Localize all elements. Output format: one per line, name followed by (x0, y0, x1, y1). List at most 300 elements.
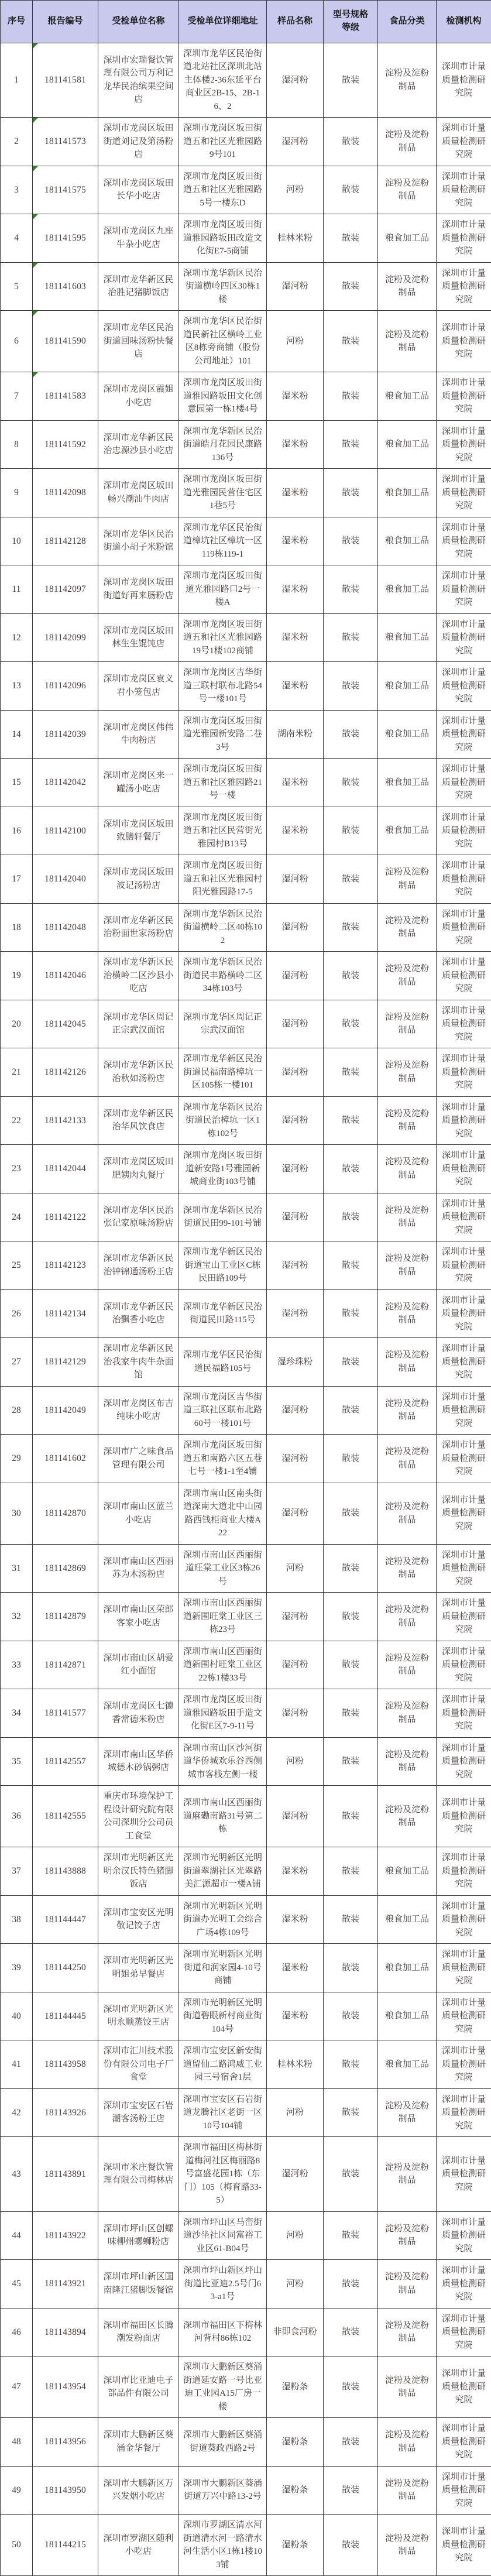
cell-index: 21 (1, 1048, 33, 1097)
cell-spec-grade: 散装 (324, 2418, 378, 2467)
cell-test-agency: 深圳市计量质量检测研究院 (437, 1000, 491, 1048)
cell-index: 20 (1, 1000, 33, 1048)
cell-test-agency: 深圳市计量质量检测研究院 (437, 807, 491, 855)
table-row (1, 2260, 491, 2309)
cell-sample-name: 桂林米粉 (267, 2040, 324, 2089)
cell-spec-grade: 散装 (324, 1193, 378, 1241)
cell-unit-address: 深圳市龙华区周记正宗武汉面馆 (179, 1000, 267, 1048)
cell-unit-address: 深圳市龙岗区吉华街道三联社区联布北路60号一楼101号 (179, 1386, 267, 1435)
cell-report-no: 181141602 (33, 1435, 98, 1483)
cell-report-no: 181142134 (33, 1289, 98, 1338)
cell-sample-name: 湿米粉 (267, 1992, 324, 2040)
table-row (1, 952, 491, 1000)
cell-unit-name: 深圳市龙华新区民治钟锦通汤粉王店 (98, 1241, 179, 1290)
cell-test-agency: 深圳市计量质量检测研究院 (437, 662, 491, 711)
cell-unit-name: 深圳市龙岗区布吉纯味小吃店 (98, 1386, 179, 1435)
cell-sample-name: 湿河粉 (267, 1145, 324, 1193)
cell-unit-name: 深圳市福田区长腾潮发粉面店 (98, 2308, 179, 2357)
cell-unit-address: 深圳市光明新区光明街道办光明工会综合广场4栋109号 (179, 1895, 267, 1944)
col-header-sample-name: 样品名称 (267, 1, 324, 43)
cell-unit-address: 深圳市龙岗区坂田街道五和社区光雅园路9号101 (179, 118, 267, 166)
cell-unit-name: 深圳市广之味食品管理有限公司 (98, 1435, 179, 1483)
cell-food-category: 粮食加工品 (378, 469, 437, 517)
table-row (1, 1435, 491, 1483)
cell-sample-name: 湿河粉 (267, 952, 324, 1000)
cell-index: 17 (1, 855, 33, 904)
cell-report-no: 181142879 (33, 1593, 98, 1641)
cell-spec-grade: 散装 (324, 2088, 378, 2137)
cell-report-no: 181144447 (33, 1895, 98, 1944)
table-row (1, 118, 491, 166)
cell-report-no: 181141590 (33, 311, 98, 372)
cell-report-no: 181141573 (33, 118, 98, 166)
cell-sample-name: 湿河粉 (267, 1786, 324, 1847)
cell-unit-name: 深圳市汇川技术股份有限公司电子厂食堂 (98, 2040, 179, 2089)
cell-unit-address: 深圳市龙岗区吉华街道三联村联布北路54号一楼101号 (179, 662, 267, 711)
cell-index: 24 (1, 1193, 33, 1241)
cell-test-agency: 深圳市计量质量检测研究院 (437, 1289, 491, 1338)
cell-unit-name: 深圳市大鹏新区万兴发烟小吃店 (98, 2466, 179, 2515)
cell-spec-grade: 散装 (324, 1593, 378, 1641)
cell-index: 42 (1, 2088, 33, 2137)
cell-report-no: 181143888 (33, 1847, 98, 1896)
cell-report-no: 181142099 (33, 613, 98, 662)
cell-unit-name: 深圳市龙岗区坂田肥姨肉丸餐厅 (98, 1145, 179, 1193)
cell-spec-grade: 散装 (324, 1992, 378, 2040)
green-corner-flag-icon (33, 311, 38, 316)
cell-sample-name: 湿河粉 (267, 1483, 324, 1544)
cell-report-no: 181144250 (33, 1944, 98, 1992)
cell-food-category: 淀粉及淀粉制品 (378, 952, 437, 1000)
cell-food-category: 淀粉及淀粉制品 (378, 262, 437, 311)
cell-unit-name: 深圳市龙岗区坂田长华小吃店 (98, 166, 179, 214)
cell-report-no: 181142096 (33, 662, 98, 711)
cell-report-no: 181141583 (33, 372, 98, 421)
cell-food-category: 粮食加工品 (378, 1944, 437, 1992)
cell-food-category: 粮食加工品 (378, 517, 437, 565)
cell-unit-name: 深圳市龙岗区坂田波记汤粉店 (98, 855, 179, 904)
cell-test-agency: 深圳市计量质量检测研究院 (437, 710, 491, 759)
cell-report-no: 181142040 (33, 855, 98, 904)
cell-food-category: 淀粉及淀粉制品 (378, 1593, 437, 1641)
cell-food-category: 淀粉及淀粉制品 (378, 1000, 437, 1048)
cell-index: 38 (1, 1895, 33, 1944)
col-header-unit-name: 受检单位名称 (98, 1, 179, 43)
cell-test-agency: 深圳市计量质量检测研究院 (437, 2088, 491, 2137)
cell-sample-name: 湿米粉 (267, 517, 324, 565)
cell-unit-name: 深圳市龙华区民治街道回味汤粉快餐店 (98, 311, 179, 372)
cell-report-no: 181142555 (33, 1786, 98, 1847)
cell-spec-grade: 散装 (324, 166, 378, 214)
cell-spec-grade: 散装 (324, 517, 378, 565)
cell-food-category: 粮食加工品 (378, 662, 437, 711)
cell-index: 23 (1, 1145, 33, 1193)
cell-test-agency: 深圳市计量质量检测研究院 (437, 1737, 491, 1786)
cell-food-category: 粮食加工品 (378, 759, 437, 807)
cell-spec-grade: 散装 (324, 1483, 378, 1544)
cell-test-agency: 深圳市计量质量检测研究院 (437, 1944, 491, 1992)
table-row (1, 2088, 491, 2137)
cell-index: 27 (1, 1338, 33, 1387)
cell-food-category: 粮食加工品 (378, 214, 437, 263)
cell-report-no: 181142045 (33, 1000, 98, 1048)
cell-index: 41 (1, 2040, 33, 2089)
cell-food-category: 淀粉及淀粉制品 (378, 1338, 437, 1387)
green-corner-flag-icon (33, 118, 38, 123)
cell-sample-name: 河粉 (267, 2260, 324, 2309)
cell-index: 43 (1, 2137, 33, 2212)
cell-test-agency: 深圳市计量质量检测研究院 (437, 613, 491, 662)
table-row (1, 1847, 491, 1896)
cell-spec-grade: 散装 (324, 262, 378, 311)
cell-test-agency: 深圳市计量质量检测研究院 (437, 311, 491, 372)
table-body (1, 43, 491, 2576)
cell-spec-grade: 散装 (324, 1386, 378, 1435)
green-corner-flag-icon (33, 43, 38, 49)
cell-test-agency: 深圳市计量质量检测研究院 (437, 2040, 491, 2089)
cell-food-category: 淀粉及淀粉制品 (378, 1435, 437, 1483)
cell-spec-grade: 散装 (324, 118, 378, 166)
cell-sample-name: 湿米粉 (267, 807, 324, 855)
cell-spec-grade: 散装 (324, 2211, 378, 2260)
table-row (1, 855, 491, 904)
cell-test-agency: 深圳市计量质量检测研究院 (437, 2418, 491, 2467)
cell-report-no: 181143950 (33, 2466, 98, 2515)
cell-report-no: 181142049 (33, 1386, 98, 1435)
cell-sample-name: 湿粉条 (267, 2466, 324, 2515)
cell-report-no: 181143894 (33, 2308, 98, 2357)
cell-unit-address: 深圳市龙岗区坂田街道光雅园路口2号一楼A (179, 565, 267, 614)
cell-unit-address: 深圳市龙华新区民治街道民福南路樟坑一区105栋一楼101 (179, 1048, 267, 1097)
cell-report-no: 181141603 (33, 262, 98, 311)
table-row (1, 372, 491, 421)
cell-sample-name: 湿河粉 (267, 1641, 324, 1689)
cell-test-agency: 深圳市计量质量检测研究院 (437, 118, 491, 166)
cell-index: 15 (1, 759, 33, 807)
cell-spec-grade: 散装 (324, 1847, 378, 1896)
cell-unit-name: 深圳市龙岗区九座牛杂小吃店 (98, 214, 179, 263)
cell-unit-address: 深圳市龙岗区坂田街道雅园路坂田文化创意园第一栋1楼4号 (179, 372, 267, 421)
cell-unit-address: 深圳市福田区下梅林河背村86栋102 (179, 2308, 267, 2357)
cell-index: 39 (1, 1944, 33, 1992)
cell-index: 45 (1, 2260, 33, 2309)
cell-test-agency: 深圳市计量质量检测研究院 (437, 1689, 491, 1738)
cell-report-no: 181142044 (33, 1145, 98, 1193)
cell-spec-grade: 散装 (324, 2515, 378, 2576)
cell-spec-grade: 散装 (324, 855, 378, 904)
cell-sample-name: 湿米粉 (267, 759, 324, 807)
cell-test-agency: 深圳市计量质量检测研究院 (437, 1096, 491, 1145)
cell-report-no: 181142039 (33, 710, 98, 759)
cell-index: 26 (1, 1289, 33, 1338)
col-header-spec-grade: 型号规格等级 (324, 1, 378, 43)
cell-report-no: 181143891 (33, 2137, 98, 2212)
table-row (1, 1000, 491, 1048)
cell-unit-name: 深圳市龙岗区七德香常德米粉店 (98, 1689, 179, 1738)
cell-test-agency: 深圳市计量质量检测研究院 (437, 2466, 491, 2515)
cell-report-no: 181142097 (33, 565, 98, 614)
cell-unit-name: 深圳市米庄餐饮管理有限公司梅林店 (98, 2137, 179, 2212)
cell-food-category: 淀粉及淀粉制品 (378, 2308, 437, 2357)
cell-test-agency: 深圳市计量质量检测研究院 (437, 952, 491, 1000)
cell-unit-address: 深圳市光明新区光明街道翠湖社区光翠路美汇源超市一楼A铺 (179, 1847, 267, 1896)
cell-food-category: 淀粉及淀粉制品 (378, 2418, 437, 2467)
cell-spec-grade: 散装 (324, 1944, 378, 1992)
cell-test-agency: 深圳市计量质量检测研究院 (437, 1435, 491, 1483)
cell-sample-name: 湿粉条 (267, 2418, 324, 2467)
cell-test-agency: 深圳市计量质量检测研究院 (437, 1241, 491, 1290)
cell-food-category: 淀粉及淀粉制品 (378, 1786, 437, 1847)
cell-unit-address: 深圳市大鹏新区葵涌街道延安路一号比亚迪工业园A15厂房一楼 (179, 2357, 267, 2418)
cell-report-no: 181143921 (33, 2260, 98, 2309)
green-corner-flag-icon (33, 372, 38, 378)
cell-index: 12 (1, 613, 33, 662)
cell-index: 3 (1, 166, 33, 214)
cell-spec-grade: 散装 (324, 2040, 378, 2089)
cell-unit-address: 深圳市龙华新区民治街道民丰路横岭二区34栋103号 (179, 952, 267, 1000)
cell-test-agency: 深圳市计量质量检测研究院 (437, 420, 491, 469)
cell-report-no: 181142100 (33, 807, 98, 855)
cell-food-category: 粮食加工品 (378, 2040, 437, 2089)
cell-unit-address: 深圳市南山区西丽街道新围旺棠工业区三栋23号 (179, 1593, 267, 1641)
cell-spec-grade: 散装 (324, 214, 378, 263)
cell-unit-name: 深圳市坪山新区国南隆江猪脚饭餐馆 (98, 2260, 179, 2309)
cell-food-category: 粮食加工品 (378, 1847, 437, 1896)
cell-sample-name: 河粉 (267, 1737, 324, 1786)
cell-sample-name: 湿河粉 (267, 1048, 324, 1097)
cell-unit-address: 深圳市龙岗区坂田街道五和南路六区五巷七号一楼1-1至4铺 (179, 1435, 267, 1483)
cell-unit-address: 深圳市光明新区光明街道和润家园4-10号商铺 (179, 1944, 267, 1992)
cell-test-agency: 深圳市计量质量检测研究院 (437, 214, 491, 263)
table-row (1, 2040, 491, 2089)
cell-sample-name: 湿河粉 (267, 1241, 324, 1290)
cell-sample-name: 湿河粉 (267, 1435, 324, 1483)
cell-sample-name: 湿河粉 (267, 1386, 324, 1435)
table-row (1, 1944, 491, 1992)
cell-spec-grade: 散装 (324, 372, 378, 421)
cell-unit-name: 深圳市南山区西丽苏为木汤粉店 (98, 1544, 179, 1593)
cell-test-agency: 深圳市计量质量检测研究院 (437, 2211, 491, 2260)
cell-spec-grade: 散装 (324, 2466, 378, 2515)
cell-unit-address: 深圳市龙岗区坂田街道五和社区雅园路21号一楼 (179, 759, 267, 807)
cell-test-agency: 深圳市计量质量检测研究院 (437, 2357, 491, 2418)
cell-test-agency: 深圳市计量质量检测研究院 (437, 1847, 491, 1896)
cell-spec-grade: 散装 (324, 662, 378, 711)
cell-test-agency: 深圳市计量质量检测研究院 (437, 469, 491, 517)
cell-unit-name: 深圳市龙岗区来一罐汤小吃店 (98, 759, 179, 807)
cell-sample-name: 湿米粉 (267, 1847, 324, 1896)
table-row (1, 262, 491, 311)
cell-test-agency: 深圳市计量质量检测研究院 (437, 855, 491, 904)
cell-spec-grade: 散装 (324, 2137, 378, 2212)
table-row (1, 1992, 491, 2040)
cell-unit-address: 深圳市龙华新区民治街道民田99-101号铺 (179, 1193, 267, 1241)
cell-unit-name: 深圳市龙华新区民治飘香小吃店 (98, 1289, 179, 1338)
cell-unit-name: 深圳市龙岗区坂田街道刘记及第汤粉店 (98, 118, 179, 166)
cell-report-no: 181142046 (33, 952, 98, 1000)
col-header-index: 序号 (1, 1, 33, 43)
cell-test-agency: 深圳市计量质量检测研究院 (437, 1048, 491, 1097)
cell-unit-address: 深圳市坪山新区坪山街道比亚迪2.5号门63-a1号 (179, 2260, 267, 2309)
cell-index: 4 (1, 214, 33, 263)
cell-food-category: 淀粉及淀粉制品 (378, 1241, 437, 1290)
table-row (1, 2308, 491, 2357)
cell-index: 22 (1, 1096, 33, 1145)
cell-unit-name: 深圳市龙岗区坂田致膳轩餐厅 (98, 807, 179, 855)
cell-food-category: 淀粉及淀粉制品 (378, 1544, 437, 1593)
cell-sample-name: 湿米粉 (267, 613, 324, 662)
table-row (1, 420, 491, 469)
cell-index: 47 (1, 2357, 33, 2418)
cell-spec-grade: 散装 (324, 1689, 378, 1738)
cell-sample-name: 湿河粉 (267, 1289, 324, 1338)
cell-index: 1 (1, 43, 33, 118)
cell-unit-address: 深圳市坪山区马峦街道沙坐社区同富裕工业区61-B04号 (179, 2211, 267, 2260)
cell-spec-grade: 散装 (324, 710, 378, 759)
cell-unit-name: 深圳市龙华区周记正宗武汉面馆 (98, 1000, 179, 1048)
cell-report-no: 181143956 (33, 2418, 98, 2467)
table-row (1, 710, 491, 759)
cell-unit-name: 深圳市南山区蓝兰小吃店 (98, 1483, 179, 1544)
cell-food-category: 粮食加工品 (378, 613, 437, 662)
cell-index: 36 (1, 1786, 33, 1847)
cell-report-no: 181142123 (33, 1241, 98, 1290)
cell-unit-name: 深圳市龙华新区民治横岭二区沙县小吃店 (98, 952, 179, 1000)
cell-index: 25 (1, 1241, 33, 1290)
cell-unit-address: 深圳市龙华新区民治街道皓月花园民康路136号 (179, 420, 267, 469)
cell-test-agency: 深圳市计量质量检测研究院 (437, 1786, 491, 1847)
cell-food-category: 淀粉及淀粉制品 (378, 903, 437, 952)
col-header-unit-address: 受检单位详细地址 (179, 1, 267, 43)
cell-report-no: 181143922 (33, 2211, 98, 2260)
cell-spec-grade: 散装 (324, 469, 378, 517)
cell-test-agency: 深圳市计量质量检测研究院 (437, 1145, 491, 1193)
cell-sample-name: 湿米粉 (267, 1895, 324, 1944)
cell-sample-name: 湿河粉 (267, 1096, 324, 1145)
cell-unit-name: 深圳市南山区荣郎客家小吃店 (98, 1593, 179, 1641)
table-row (1, 1483, 491, 1544)
table-row (1, 214, 491, 263)
cell-sample-name: 湿米粉 (267, 420, 324, 469)
cell-spec-grade: 散装 (324, 311, 378, 372)
cell-unit-name: 深圳市龙华新区民治忠源沙县小吃店 (98, 420, 179, 469)
header-row (1, 1, 491, 43)
cell-sample-name: 湿河粉 (267, 1593, 324, 1641)
cell-unit-address: 深圳市光明新区光明街道碧眼新村商业街104号 (179, 1992, 267, 2040)
cell-unit-name: 深圳市光明新区光明永顺蒸饺王店 (98, 1992, 179, 2040)
table-row (1, 903, 491, 952)
cell-spec-grade: 散装 (324, 1145, 378, 1193)
cell-test-agency: 深圳市计量质量检测研究院 (437, 262, 491, 311)
table-row (1, 2357, 491, 2418)
cell-index: 34 (1, 1689, 33, 1738)
cell-unit-address: 深圳市南山区南头街道深南大道北中山园路西钱柜商业大楼A22 (179, 1483, 267, 1544)
cell-index: 46 (1, 2308, 33, 2357)
table-row (1, 662, 491, 711)
cell-test-agency: 深圳市计量质量检测研究院 (437, 1641, 491, 1689)
cell-food-category: 粮食加工品 (378, 710, 437, 759)
cell-food-category: 淀粉及淀粉制品 (378, 1689, 437, 1738)
cell-food-category: 淀粉及淀粉制品 (378, 2211, 437, 2260)
cell-unit-name: 重庆市环境保护工程设计研究院有限公司深圳分公司员工食堂 (98, 1786, 179, 1847)
cell-unit-address: 深圳市龙岗区坂田街道光雅园民营住宅区1巷5号 (179, 469, 267, 517)
table-row (1, 1786, 491, 1847)
cell-sample-name: 湿米粉 (267, 565, 324, 614)
cell-sample-name: 湿米粉 (267, 372, 324, 421)
cell-unit-name: 深圳市龙岗区坂田林生生馄饨店 (98, 613, 179, 662)
cell-report-no: 181142126 (33, 1048, 98, 1097)
cell-unit-name: 深圳市龙华区民治张记家原味汤粉店 (98, 1193, 179, 1241)
cell-spec-grade: 散装 (324, 565, 378, 614)
table-row (1, 1048, 491, 1097)
cell-sample-name: 湿粉条 (267, 2357, 324, 2418)
table-row (1, 43, 491, 118)
cell-test-agency: 深圳市计量质量检测研究院 (437, 1544, 491, 1593)
cell-sample-name: 河粉 (267, 166, 324, 214)
cell-spec-grade: 散装 (324, 807, 378, 855)
cell-test-agency: 深圳市计量质量检测研究院 (437, 1338, 491, 1387)
cell-unit-address: 深圳市龙华区民治街道樟坑社区樟坑一区119栋119-1 (179, 517, 267, 565)
cell-report-no: 181142128 (33, 517, 98, 565)
cell-unit-address: 深圳市龙华新区民治街道横岭四区30栋1楼 (179, 262, 267, 311)
cell-unit-name: 深圳市比亚迪电子部品件有限公司 (98, 2357, 179, 2418)
cell-food-category: 淀粉及淀粉制品 (378, 1289, 437, 1338)
cell-food-category: 淀粉及淀粉制品 (378, 2515, 437, 2576)
cell-sample-name: 湿河粉 (267, 855, 324, 904)
cell-sample-name: 河粉 (267, 2088, 324, 2137)
table-row (1, 1145, 491, 1193)
cell-unit-address: 深圳市南山区西丽街道麻磡南路31号第二栋 (179, 1786, 267, 1847)
cell-unit-name: 深圳市宏瑞餐饮管理有限公司万利记龙华民治缤果空间店 (98, 43, 179, 118)
cell-unit-address: 深圳市龙华新区民治街道民田路115号 (179, 1289, 267, 1338)
table-row (1, 1241, 491, 1290)
cell-report-no: 181142048 (33, 903, 98, 952)
cell-test-agency: 深圳市计量质量检测研究院 (437, 2515, 491, 2576)
cell-index: 30 (1, 1483, 33, 1544)
cell-unit-address: 深圳市大鹏新区葵涌街道万兴中路13-2号 (179, 2466, 267, 2515)
table-row (1, 1386, 491, 1435)
cell-report-no: 181143926 (33, 2088, 98, 2137)
cell-spec-grade: 散装 (324, 613, 378, 662)
cell-sample-name: 湿粉条 (267, 2515, 324, 2576)
cell-index: 2 (1, 118, 33, 166)
cell-index: 32 (1, 1593, 33, 1641)
table-row (1, 1544, 491, 1593)
cell-report-no: 181141577 (33, 1689, 98, 1738)
cell-spec-grade: 散装 (324, 1096, 378, 1145)
cell-unit-address: 深圳市龙岗区坂田街道五和社区光雅园路19号1楼102商铺 (179, 613, 267, 662)
cell-food-category: 粮食加工品 (378, 807, 437, 855)
cell-spec-grade: 散装 (324, 1895, 378, 1944)
cell-spec-grade: 散装 (324, 1289, 378, 1338)
cell-report-no: 181142129 (33, 1338, 98, 1387)
cell-unit-name: 深圳市南山区胡爱红小面馆 (98, 1641, 179, 1689)
cell-test-agency: 深圳市计量质量检测研究院 (437, 1992, 491, 2040)
cell-sample-name: 湖南米粉 (267, 710, 324, 759)
cell-unit-name: 深圳市龙岗区坂田街道好再来肠粉店 (98, 565, 179, 614)
table-row (1, 1193, 491, 1241)
cell-index: 16 (1, 807, 33, 855)
cell-report-no: 181142870 (33, 1483, 98, 1544)
cell-unit-address: 深圳市龙岗区坂田街道五和社区民营街光雅园村B13号 (179, 807, 267, 855)
table-row (1, 517, 491, 565)
cell-unit-name: 深圳市宝安区光明敬记饺子店 (98, 1895, 179, 1944)
cell-food-category: 粮食加工品 (378, 1992, 437, 2040)
cell-sample-name: 桂林米粉 (267, 214, 324, 263)
cell-sample-name: 湿河粉 (267, 1000, 324, 1048)
cell-report-no: 181142557 (33, 1737, 98, 1786)
cell-unit-address: 深圳市罗湖区清水河街道清水河一路清水河生活小区1栋1楼103铺 (179, 2515, 267, 2576)
